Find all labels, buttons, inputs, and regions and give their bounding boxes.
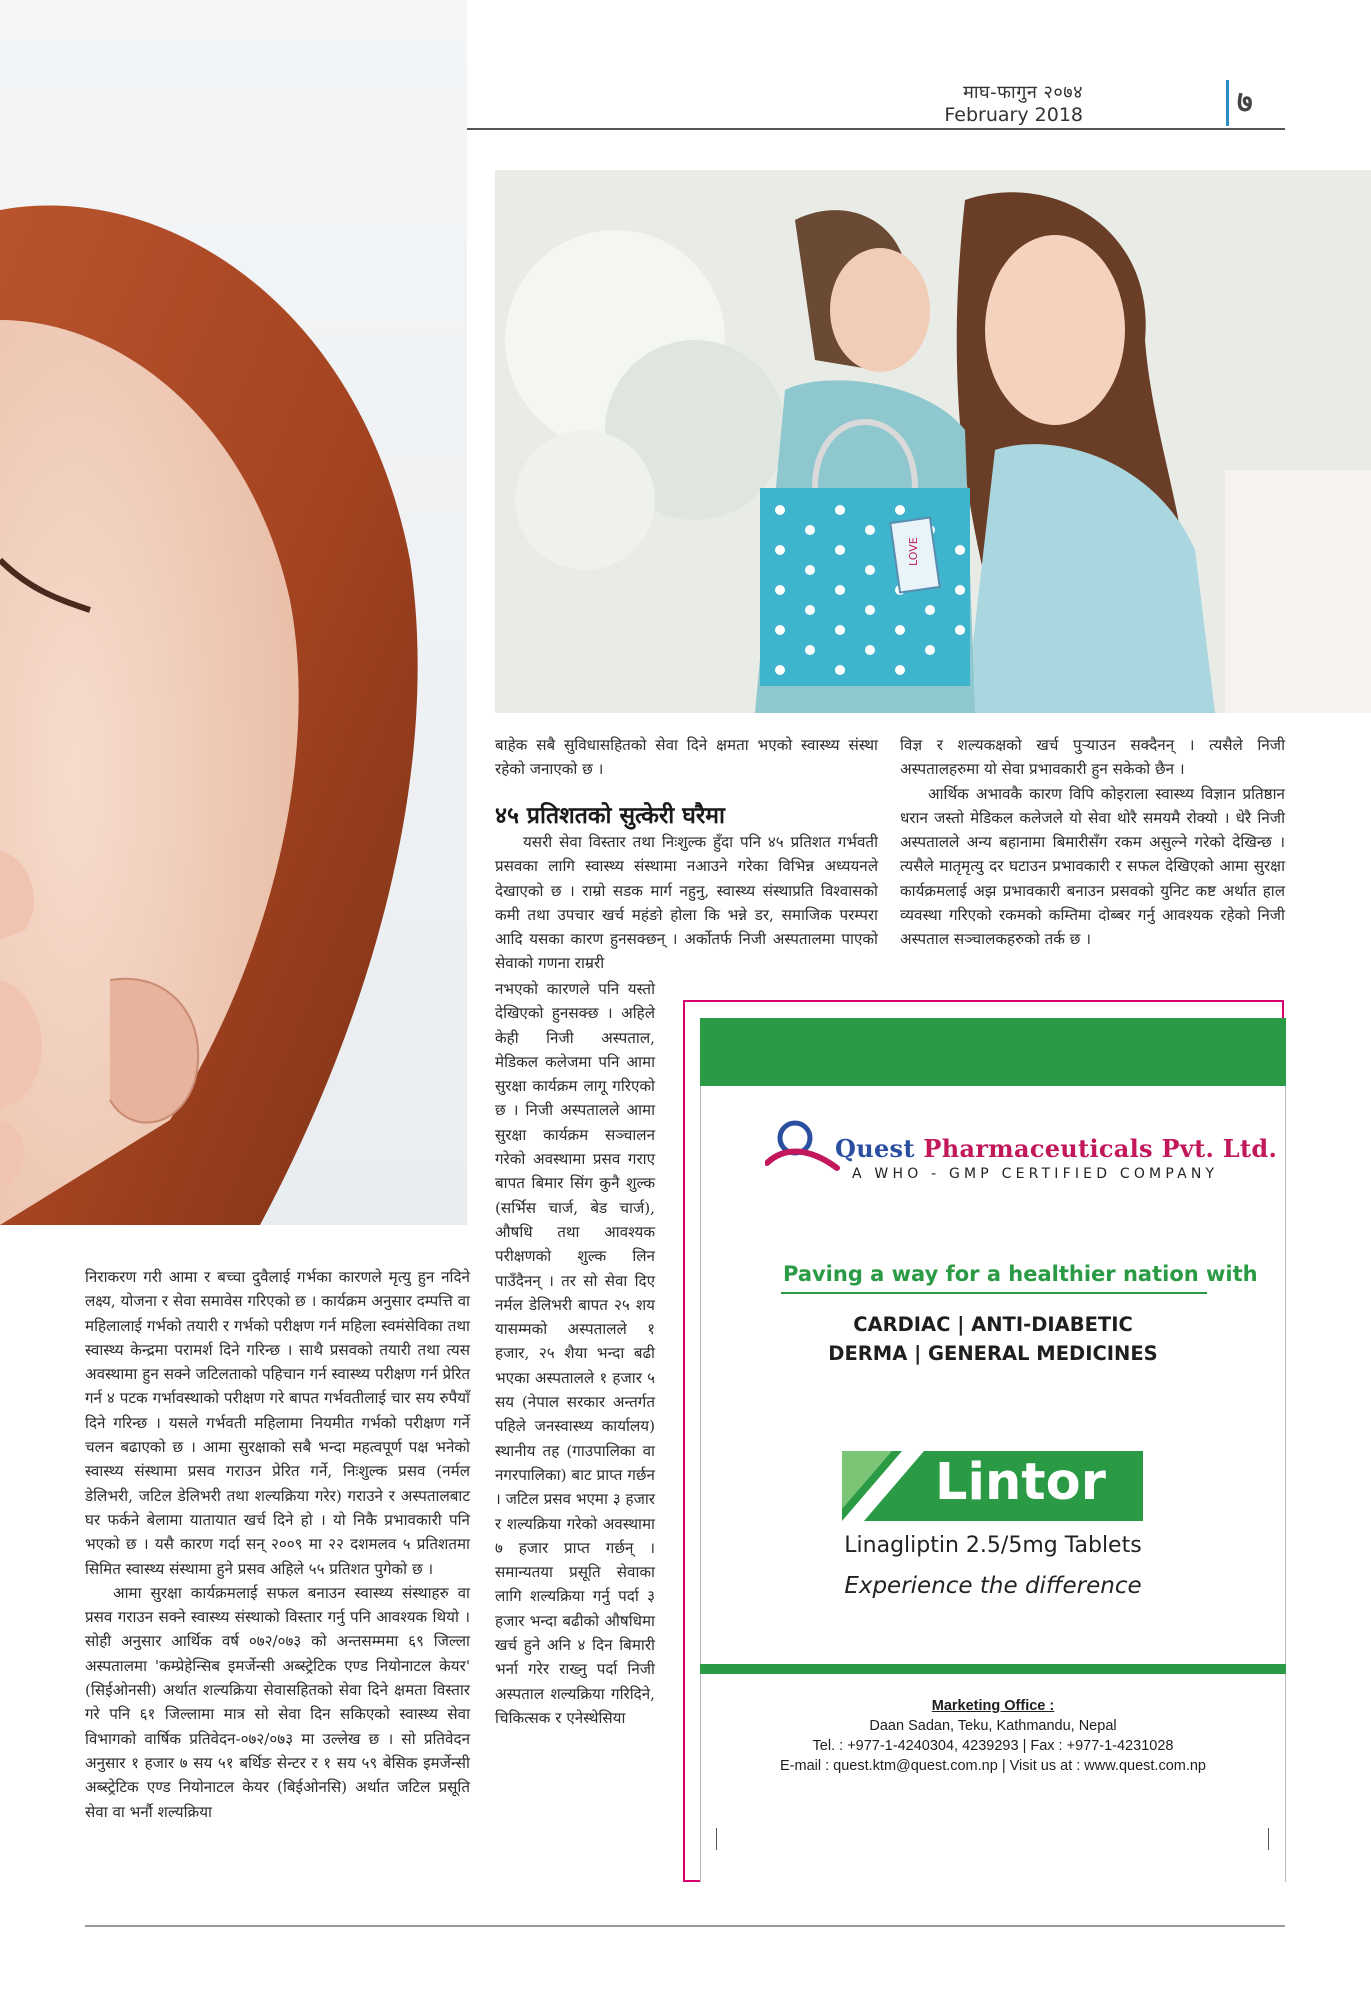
office-address: Daan Sadan, Teku, Kathmandu, Nepal [869, 1718, 1117, 1734]
office-phone: Tel. : +977-1-4240304, 4239293 | Fax : +977-1-4231028 [812, 1738, 1174, 1754]
article-col-right-top [900, 733, 1285, 952]
bag-label: LOVE [907, 537, 920, 566]
ad-slogan: Paving a way for a healthier nation with [783, 1262, 1258, 1286]
issue-date-english: February 2018 [944, 104, 1083, 126]
company-name-part-1: Quest [835, 1134, 924, 1163]
woman-face-illustration [0, 0, 467, 1225]
marketing-office [700, 1696, 1286, 1776]
paragraph: नभएको कारणले पनि यस्तो देखिएको हुनसक्छ । अहिले केही निजी अस्पताल, मेडिकल कलेजमा पनि आमा सुरक्षा कार्यक्रम लागू गरिएको छ । निजी अस्पतालले आमा सुरक्षा कार्यक्रम सञ्चालन गरेको अवस्थामा प्रसव गराए बापत बिमार सिंग कुनै शुल्क (सर्भिस चार्ज, बेड चार्ज), औषधि तथा आवश्यक परीक्षणको शुल्क लिन पाउँदैनन् । तर सो सेवा दिए नर्मल डेलिभरी बापत २५ शय यासम्मको अस्पतालले १ हजार, २५ शैया भन्दा बढी भएका अस्पतालले १ हजार ५ सय (नेपाल सरकार अन्तर्गत पहिले जनस्वास्थ्य कार्यालय) स्थानीय तह (गाउपालिका वा नगरपालिका) बाट प्राप्त गर्छन । जटिल प्रसव भएमा ३ हजार र शल्यक्रिया गरेको अवस्थामा ७ हजार प्राप्त गर्छन् । समान्यतया प्रसूति सेवाका लागि शल्यक्रिया गर्नु पर्दा ३ हजार भन्दा बढीको औषधिमा खर्च हुने अनि ४ दिन बिमारी भर्ना गरेर राख्नु पर्दा निजी अस्पताल शल्यक्रिया गरिदिने, चिकित्सक र एनेस्थेसिया [495, 980, 655, 1727]
mother-daughter-illustration [495, 170, 1371, 713]
paragraph: निराकरण गरी आमा र बच्चा दुवैलाई गर्भका कारणले मृत्यु हुन नदिने लक्ष्य, योजना र सेवा समावेस गरिएको छ । कार्यक्रम अनुसार दम्पत्ति वा महिलालाई गर्भको तयारी र गर्भको परीक्षण गर्न महिला स्वमंसेविका तथा स्वास्थ्य केन्द्रमा परामर्श दिने गरिन्छ । साथै प्रसवको तयारी तथा त्यस अवस्थामा हुन सक्ने जटिलताको पहिचान गर्न स्वास्थ्य परीक्षण गर्न प्रेरित गर्न ४ पटक गर्भावस्थाको परीक्षण गरे बापत गर्भवतीलाई चार सय रुपैयाँ दिने गरिन्छ । यसले गर्भवती महिलामा नियमीत गर्भको परीक्षण गर्ने चलन बढाएको छ । आमा सुरक्षाको सबै भन्दा महत्वपूर्ण पक्ष भनेको स्वास्थ्य संस्थामा प्रसव गराउन प्रेरित गर्ने, निःशुल्क प्रसव (नर्मल डेलिभरी, जटिल डेलिभरी तथा शल्यक्रिया गरेर) गराउने र अस्पतालबाट घर फर्कने बेलामा यातायात खर्च दिने हो । यो निकै प्रभावकारी पनि भएको छ । यसै कारण गर्दा सन् २००९ मा २२ दशमलव ५ प्रतिशतमा सिमित स्वास्थ्य संस्थामा हुने प्रसव अहिले ५५ प्रतिशत पुगेको छ । [85, 1268, 470, 1578]
product-slogan: Experience the difference [844, 1573, 1142, 1599]
subheading: ४५ प्रतिशतको सुत्केरी घरैमा [495, 802, 725, 829]
ad-green-band-bottom [700, 1664, 1286, 1674]
therapy-segments [700, 1310, 1286, 1368]
header-rule [467, 128, 1285, 130]
quest-logo-icon [765, 1118, 845, 1178]
company-tagline: A WHO - GMP CERTIFIED COMPANY [852, 1166, 1219, 1182]
article-col-mid-narrow [495, 977, 655, 1730]
article-col-mid-para [495, 830, 878, 976]
left-photo [0, 0, 467, 1225]
paragraph: बाहेक सबै सुविधासहितको सेवा दिने क्षमता भएको स्वास्थ्य संस्था रहेको जनाएको छ । [495, 736, 878, 779]
page-number: ७ [1237, 85, 1253, 120]
paragraph: विज्ञ र शल्यकक्षको खर्च पुऱ्याउन सक्दैनन् । त्यसैले निजी अस्पतालहरुमा यो सेवा प्रभावकारी हुन सकेको छैन । [900, 736, 1285, 779]
article-col-mid-top [495, 733, 878, 782]
therapy-segments-line-1: CARDIAC | ANTI-DIABETIC [853, 1313, 1133, 1336]
header-accent-bar [1226, 80, 1229, 126]
ad-tick-right [1268, 1828, 1269, 1850]
paragraph: यसरी सेवा विस्तार तथा निःशुल्क हुँदा पनि ४५ प्रतिशत गर्भवती प्रसवका लागि स्वास्थ्य संस्थामा नआउने गरेका विभिन्न अध्ययनले देखाएको छ । राम्रो सडक मार्ग नहुनु, स्वास्थ्य संस्थाप्रति विश्वासको कमी तथा उपचार खर्च महंङो होला कि भन्ने डर, समाजिक परम्परा आदि यसका कारण हुनसक्छन् । अर्कोतर्फ निजी अस्पतालमा पाएको सेवाको गणना राम्ररी [495, 833, 878, 973]
ad-green-band-top [700, 1018, 1286, 1086]
footer-rule [85, 1925, 1285, 1927]
company-name-part-2: Pharmaceuticals Pvt. Ltd. [923, 1134, 1278, 1163]
therapy-segments-line-2: DERMA | GENERAL MEDICINES [828, 1342, 1158, 1365]
issue-date [944, 80, 1083, 126]
ad-slogan-rule [781, 1292, 1207, 1294]
article-col-left-bottom [85, 1265, 470, 1824]
issue-date-nepali: माघ-फागुन २०७४ [963, 82, 1083, 103]
product-name: Lintor [935, 1453, 1106, 1512]
product-description: Linagliptin 2.5/5mg Tablets [844, 1533, 1142, 1558]
ad-tick-left [716, 1828, 717, 1850]
paragraph: आमा सुरक्षा कार्यक्रमलाई सफल बनाउन स्वास्थ्य संस्थाहरु वा प्रसव गराउन सक्ने स्वास्थ्य संस्थाको विस्तार गर्नु पनि आवश्यक थियो । सोही अनुसार आर्थिक वर्ष ०७२/०७३ को अन्तसम्ममा ६९ जिल्ला अस्पतालमा 'कम्प्रेहेन्सिब इमर्जेन्सी अब्स्ट्रेटिक एण्ड नियोनाटल केयर' (सिईओनसी) अर्थात शल्यक्रिया सेवासहितको सेवा दिने क्षमता विस्तार गरे पनि ६१ जिल्लामा मात्र सो सेवा दिन सकिएको स्वास्थ्य सेवा विभागको वार्षिक प्रतिवेदन-०७२/०७३ मा उल्लेख छ । सो प्रतिवेदन अनुसार १ हजार ७ सय ५१ बर्थिङ सेन्टर र १ सय ५९ बेसिक इमर्जेन्सी अब्स्ट्रेटिक एण्ड नियोनाटल केयर (बिईओनसि) अर्थात जटिल प्रसूति सेवा वा भर्नौ शल्यक्रिया [85, 1583, 470, 1821]
marketing-office-title: Marketing Office : [931, 1698, 1055, 1714]
office-email-web: E-mail : quest.ktm@quest.com.np | Visit us at : www.quest.com.np [780, 1758, 1206, 1774]
paragraph: आर्थिक अभावकै कारण विपि कोइराला स्वास्थ्य विज्ञान प्रतिष्ठान धरान जस्तो मेडिकल कलेजले यो सेवा थोरै समयमै रोक्यो । धेरै निजी अस्पतालले अन्य बहानामा बिमारीसँग रकम असुल्ने गरेको देखिन्छ । त्यसैले मातृमृत्यु दर घटाउन प्रभावकारी र सफल देखिएको आमा सुरक्षा कार्यक्रमलाई अझ प्रभावकारी बनाउन प्रसवको युनिट कष्ट अर्थात हाल व्यवस्था गरिएको रकमको कम्तिमा दोब्बर गर्नु आवश्यक रहेको निजी अस्पताल सञ्चालकहरुको तर्क छ । [900, 784, 1285, 949]
company-name [835, 1134, 1277, 1163]
top-photo [495, 170, 1371, 713]
